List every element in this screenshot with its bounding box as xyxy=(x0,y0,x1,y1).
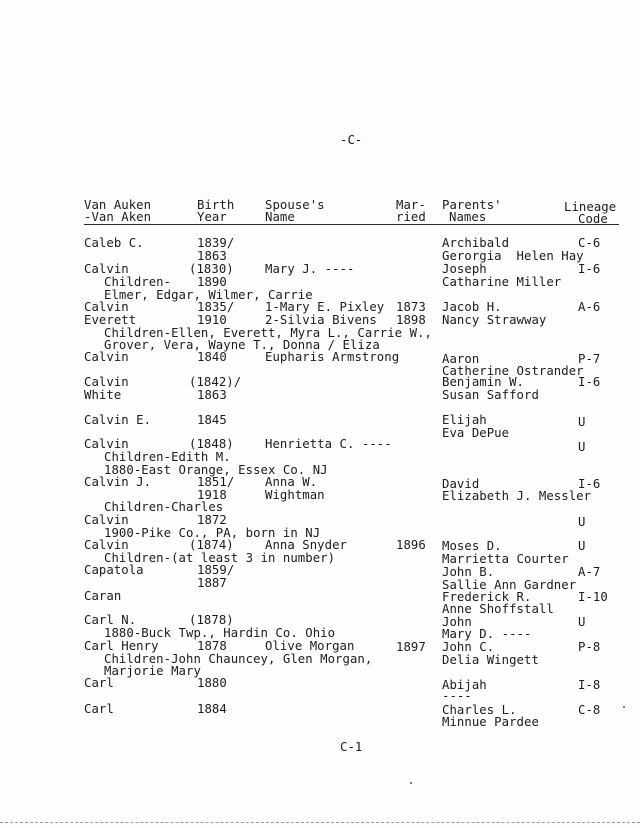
entry-name: Caleb C. xyxy=(84,236,144,250)
entry-married: 1898 xyxy=(396,313,426,327)
entry-birth: 1880 xyxy=(197,676,227,690)
entry-lineage-code: I-6 xyxy=(578,477,601,491)
entry-birth: (1878) xyxy=(189,613,234,627)
entry-name: Calvin xyxy=(84,300,129,314)
entry-name: Calvin J. xyxy=(84,475,152,489)
scan-edge-line xyxy=(0,822,640,823)
entry-spouse: Eupharis Armstrong xyxy=(265,350,400,364)
entry-name: Calvin xyxy=(84,262,129,276)
entry-lineage-code: I-8 xyxy=(578,678,601,692)
header-parents-line2: Names xyxy=(449,210,487,224)
entry-lineage-code: U xyxy=(578,515,586,529)
entry-parent: Elijah xyxy=(442,413,487,427)
entry-name: Capatola xyxy=(84,563,144,577)
scan-speck xyxy=(410,782,412,784)
entry-census: 1880-East Orange, Essex Co. NJ xyxy=(104,463,328,477)
entry-name: Carl xyxy=(84,702,114,716)
entry-children: Elmer, Edgar, Wilmer, Carrie xyxy=(104,288,313,302)
entry-birth: 1835/ xyxy=(197,300,235,314)
entry-birth: 1839/ xyxy=(197,236,235,250)
entry-parent: John C. xyxy=(442,640,495,654)
header-lineage-line2: Code xyxy=(578,212,608,226)
entry-parent: Joseph xyxy=(442,262,487,276)
entry-parent: Eva DePue xyxy=(442,426,510,440)
entry-birth: 1910 xyxy=(197,313,227,327)
page-number: C-1 xyxy=(340,740,363,754)
section-heading: -C- xyxy=(340,133,363,147)
entry-children: Children-Edith M. xyxy=(104,450,231,464)
entry-parent: Charles L. xyxy=(442,703,517,717)
entry-parent: ---- xyxy=(442,689,472,703)
entry-married: 1897 xyxy=(396,640,426,654)
entry-parent: Catharine Miller xyxy=(442,275,562,289)
entry-parent: Archibald xyxy=(442,236,510,250)
scan-speck xyxy=(623,706,625,708)
entry-parent: Catherine Ostrander xyxy=(442,364,584,378)
entry-name: Calvin E. xyxy=(84,413,152,427)
entry-lineage-code: A-7 xyxy=(578,565,601,579)
entry-census: 1880-Buck Twp., Hardin Co. Ohio xyxy=(104,626,336,640)
entry-children: Children-Charles xyxy=(104,500,224,514)
header-rule xyxy=(84,224,619,225)
entry-birth: 1884 xyxy=(197,702,227,716)
entry-birth: 1863 xyxy=(197,388,227,402)
entry-lineage-code: C-8 xyxy=(578,703,601,717)
entry-children: Children-(at least 3 in number) xyxy=(104,551,336,565)
header-surname-line2: -Van Aken xyxy=(84,210,152,224)
entry-census: 1900-Pike Co., PA, born in NJ xyxy=(104,526,321,540)
header-birth-line1: Birth xyxy=(197,198,235,212)
entry-birth: (1830) xyxy=(189,262,234,276)
entry-parent: Aaron xyxy=(442,352,480,366)
entry-married: 1896 xyxy=(396,538,426,552)
entry-children: Children-Ellen, Everett, Myra L., Carrie W., xyxy=(104,326,432,340)
entry-spouse: Anna W. xyxy=(265,475,318,489)
entry-birth: 1845 xyxy=(197,413,227,427)
entry-lineage-code: C-6 xyxy=(578,236,601,250)
entry-name: Carl Henry xyxy=(84,639,159,653)
entry-name: White xyxy=(84,388,122,402)
header-spouse-line2: Name xyxy=(265,210,295,224)
entry-birth: 1851/ xyxy=(197,475,235,489)
entry-birth: 1863 xyxy=(197,249,227,263)
entry-birth: 1878 xyxy=(197,639,227,653)
entry-birth: (1874) xyxy=(189,538,234,552)
entry-parent: Benjamin W. xyxy=(442,375,524,389)
entry-parent: Susan Safford xyxy=(442,388,539,402)
header-parents-line1: Parents' xyxy=(442,198,502,212)
entry-parent: John B. xyxy=(442,565,495,579)
entry-name: Calvin xyxy=(84,350,129,364)
entry-lineage-code: P-7 xyxy=(578,352,601,366)
entry-spouse: Henrietta C. ---- xyxy=(265,437,392,451)
entry-children: Grover, Vera, Wayne T., Donna / Eliza xyxy=(104,338,380,352)
header-birth-line2: Year xyxy=(197,210,227,224)
entry-name: Calvin xyxy=(84,513,129,527)
entry-spouse: Wightman xyxy=(265,488,325,502)
entry-parent: Mary D. ---- xyxy=(442,627,532,641)
entry-lineage-code: U xyxy=(578,615,586,629)
entry-name: Calvin xyxy=(84,538,129,552)
entry-spouse: 2-Silvia Bivens xyxy=(265,313,377,327)
entry-spouse: 1-Mary E. Pixley xyxy=(265,300,385,314)
entry-name: Caran xyxy=(84,589,122,603)
entry-lineage-code: I-10 xyxy=(578,590,608,604)
entry-spouse: Anna Snyder xyxy=(265,538,347,552)
header-spouse-line1: Spouse's xyxy=(265,198,325,212)
entry-spouse: Mary J. ---- xyxy=(265,262,355,276)
entry-parent: Abijah xyxy=(442,678,487,692)
header-married-line2: ried xyxy=(396,210,426,224)
entry-name: Calvin xyxy=(84,437,129,451)
entry-parent: Marrietta Courter xyxy=(442,552,569,566)
entry-lineage-code: I-6 xyxy=(578,375,601,389)
entry-name: Everett xyxy=(84,313,137,327)
entry-birth: 1840 xyxy=(197,350,227,364)
entry-parent: Anne Shoffstall xyxy=(442,602,554,616)
entry-children: Marjorie Mary xyxy=(104,664,201,678)
entry-lineage-code: U xyxy=(578,440,586,454)
entry-parent: Sallie Ann Gardner xyxy=(442,578,577,592)
entry-name: Carl xyxy=(84,676,114,690)
header-married-line1: Mar- xyxy=(396,198,426,212)
entry-birth: 1872 xyxy=(197,513,227,527)
entry-birth: 1890 xyxy=(197,275,227,289)
entry-children: Children-John Chauncey, Glen Morgan, xyxy=(104,652,373,666)
entry-name: Carl N. xyxy=(84,613,137,627)
entry-parent: Gerorgia Helen Hay xyxy=(442,249,584,263)
entry-parent: Nancy Strawway xyxy=(442,313,547,327)
entry-birth: 1859/ xyxy=(197,563,235,577)
header-lineage-line1: Lineage xyxy=(564,200,617,214)
entry-lineage-code: U xyxy=(578,415,586,429)
entry-lineage-code: P-8 xyxy=(578,640,601,654)
entry-married: 1873 xyxy=(396,300,426,314)
entry-spouse: Olive Morgan xyxy=(265,639,355,653)
entry-birth: (1848) xyxy=(189,437,234,451)
entry-parent: David xyxy=(442,477,480,491)
entry-lineage-code: I-6 xyxy=(578,262,601,276)
entry-parent: Delia Wingett xyxy=(442,653,539,667)
entry-birth: 1918 xyxy=(197,488,227,502)
entry-parent: Jacob H. xyxy=(442,300,502,314)
entry-parent: Frederick R. xyxy=(442,590,532,604)
entry-parent: Minnue Pardee xyxy=(442,715,539,729)
entry-parent: Elizabeth J. Messler xyxy=(442,489,592,503)
entry-birth: (1842)/ xyxy=(189,375,242,389)
entry-children: Children- xyxy=(104,275,172,289)
entry-parent: Moses D. xyxy=(442,539,502,553)
entry-lineage-code: U xyxy=(578,539,586,553)
entry-lineage-code: A-6 xyxy=(578,300,601,314)
entry-parent: John xyxy=(442,615,472,629)
entry-name: Calvin xyxy=(84,375,129,389)
entry-birth: 1887 xyxy=(197,576,227,590)
header-surname-line1: Van Auken xyxy=(84,198,152,212)
